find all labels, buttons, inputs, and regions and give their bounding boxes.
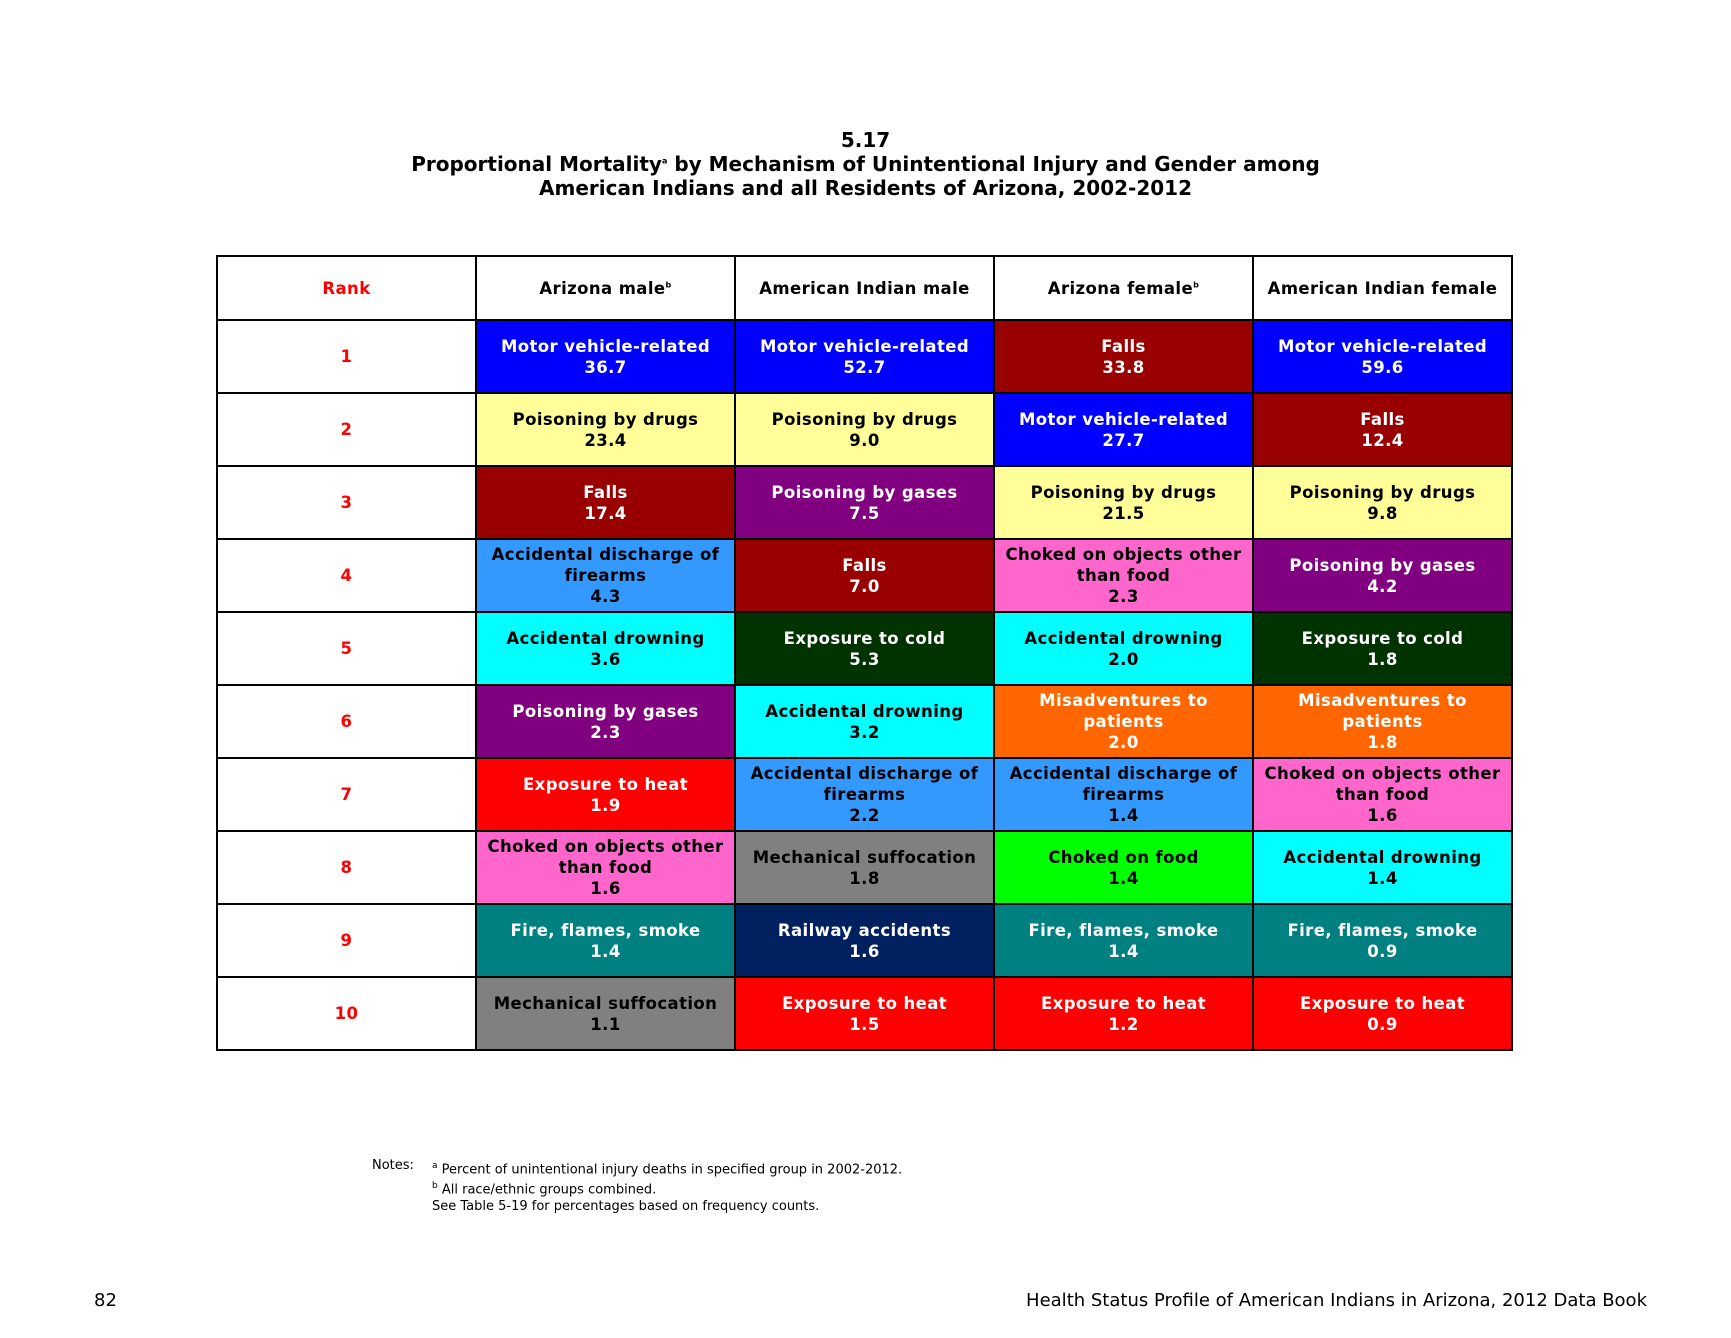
footnote-marker-a: a [661, 156, 668, 166]
injury-mechanism-label: Exposure to cold [1301, 628, 1464, 648]
rank-cell: 2 [217, 393, 476, 466]
proportional-mortality-value: 1.8 [1367, 649, 1398, 669]
injury-mechanism-label: Poisoning by drugs [1030, 482, 1217, 502]
injury-cell [994, 831, 1253, 904]
injury-mechanism-label: Accidental drowning [506, 628, 705, 648]
proportional-mortality-value: 36.7 [584, 357, 627, 377]
table-title [0, 128, 1731, 200]
injury-cell [476, 320, 735, 393]
table-row [217, 977, 1512, 1050]
injury-cell [994, 320, 1253, 393]
proportional-mortality-value: 1.6 [1367, 806, 1398, 825]
header-row [217, 256, 1512, 320]
proportional-mortality-value: 33.8 [1102, 357, 1145, 377]
injury-cell [1253, 758, 1512, 831]
rank-cell: 9 [217, 904, 476, 977]
note-b-marker: b [432, 1181, 438, 1192]
note-a [432, 1158, 902, 1178]
note-b-text: All race/ethnic groups combined. [437, 1182, 657, 1198]
injury-mechanism-label: Exposure to heat [522, 774, 689, 794]
book-title: Health Status Profile of American Indians in Arizona, 2012 Data Book [1026, 1290, 1647, 1311]
injury-mechanism-label: Motor vehicle-related [500, 336, 711, 356]
proportional-mortality-value: 1.1 [590, 1014, 621, 1034]
injury-cell [994, 393, 1253, 466]
injury-cell [735, 393, 994, 466]
proportional-mortality-value: 4.3 [590, 587, 621, 606]
proportional-mortality-value: 1.4 [1108, 806, 1139, 825]
ranking-table [216, 255, 1513, 1051]
injury-mechanism-label: Misadventures to patients [1039, 691, 1208, 731]
proportional-mortality-value: 1.4 [1367, 868, 1398, 888]
injury-cell [476, 466, 735, 539]
injury-mechanism-label: Fire, flames, smoke [1287, 920, 1478, 940]
injury-cell [994, 977, 1253, 1050]
injury-mechanism-label: Accidental drowning [765, 701, 964, 721]
injury-cell [1253, 685, 1512, 758]
proportional-mortality-value: 3.6 [590, 649, 621, 669]
rank-header: Rank [217, 256, 476, 320]
injury-mechanism-label: Exposure to heat [1040, 993, 1207, 1013]
injury-mechanism-label: Misadventures to patients [1298, 691, 1467, 731]
injury-mechanism-label: Falls [1101, 336, 1146, 356]
injury-cell [735, 612, 994, 685]
injury-cell [1253, 831, 1512, 904]
proportional-mortality-value: 12.4 [1361, 430, 1404, 450]
table-row [217, 539, 1512, 612]
arizona-male-header [476, 256, 735, 320]
injury-mechanism-label: Exposure to heat [1299, 993, 1466, 1013]
injury-mechanism-label: Poisoning by drugs [1289, 482, 1476, 502]
injury-mechanism-label: Falls [583, 482, 628, 502]
arizona-female-header [994, 256, 1253, 320]
proportional-mortality-value: 7.5 [849, 503, 880, 523]
injury-cell [1253, 977, 1512, 1050]
proportional-mortality-value: 2.0 [1108, 733, 1139, 752]
injury-cell [1253, 612, 1512, 685]
title-line-2 [0, 152, 1731, 176]
proportional-mortality-value: 1.4 [1108, 868, 1139, 888]
proportional-mortality-value: 21.5 [1102, 503, 1145, 523]
injury-cell [735, 685, 994, 758]
american-indian-male-header: American Indian male [735, 256, 994, 320]
injury-mechanism-label: Mechanical suffocation [493, 993, 718, 1013]
injury-cell [476, 831, 735, 904]
injury-mechanism-label: Motor vehicle-related [1277, 336, 1488, 356]
proportional-mortality-value: 4.2 [1367, 576, 1398, 596]
title-line-2-b: by Mechanism of Unintentional Injury and Gender among [667, 152, 1320, 176]
injury-mechanism-label: Poisoning by drugs [512, 409, 699, 429]
proportional-mortality-value: 1.6 [849, 941, 880, 961]
injury-mechanism-label: Falls [1360, 409, 1405, 429]
rank-cell: 5 [217, 612, 476, 685]
injury-cell [735, 977, 994, 1050]
injury-mechanism-label: Choked on objects other than food [1264, 764, 1501, 804]
injury-cell [735, 904, 994, 977]
note-b [432, 1178, 902, 1198]
proportional-mortality-value: 9.0 [849, 430, 880, 450]
table-row [217, 758, 1512, 831]
injury-cell [994, 758, 1253, 831]
injury-cell [994, 685, 1253, 758]
proportional-mortality-value: 3.2 [849, 722, 880, 742]
title-line-3: American Indians and all Residents of Arizona, 2002-2012 [539, 176, 1192, 200]
arizona-male-header-label: Arizona male [539, 278, 666, 298]
injury-mechanism-label: Exposure to cold [783, 628, 946, 648]
proportional-mortality-value: 1.9 [590, 795, 621, 815]
injury-mechanism-label: Poisoning by gases [1289, 555, 1476, 575]
injury-mechanism-label: Falls [842, 555, 887, 575]
proportional-mortality-value: 7.0 [849, 576, 880, 596]
table-row [217, 466, 1512, 539]
injury-mechanism-label: Poisoning by gases [771, 482, 958, 502]
proportional-mortality-value: 0.9 [1367, 941, 1398, 961]
injury-mechanism-label: Accidental drowning [1024, 628, 1223, 648]
proportional-mortality-value: 23.4 [584, 430, 627, 450]
proportional-mortality-value: 1.4 [590, 941, 621, 961]
injury-cell [476, 685, 735, 758]
injury-mechanism-label: Motor vehicle-related [1018, 409, 1229, 429]
injury-mechanism-label: Poisoning by gases [512, 701, 699, 721]
injury-mechanism-label: Railway accidents [777, 920, 952, 940]
proportional-mortality-value: 1.2 [1108, 1014, 1139, 1034]
injury-cell [1253, 393, 1512, 466]
table-row [217, 685, 1512, 758]
injury-cell [994, 904, 1253, 977]
injury-cell [476, 612, 735, 685]
injury-cell [1253, 466, 1512, 539]
table-row [217, 320, 1512, 393]
proportional-mortality-value: 5.3 [849, 649, 880, 669]
proportional-mortality-value: 1.5 [849, 1014, 880, 1034]
rank-cell: 3 [217, 466, 476, 539]
proportional-mortality-value: 27.7 [1102, 430, 1145, 450]
injury-mechanism-label: Accidental discharge of firearms [1009, 764, 1238, 804]
proportional-mortality-value: 2.3 [590, 722, 621, 742]
proportional-mortality-value: 1.8 [849, 868, 880, 888]
proportional-mortality-value: 2.0 [1108, 649, 1139, 669]
table-row [217, 393, 1512, 466]
injury-cell [735, 539, 994, 612]
rank-cell: 10 [217, 977, 476, 1050]
rank-cell: 8 [217, 831, 476, 904]
note-a-marker: a [432, 1161, 438, 1171]
proportional-mortality-value: 1.4 [1108, 941, 1139, 961]
notes-lines [432, 1158, 902, 1215]
table-row [217, 612, 1512, 685]
proportional-mortality-value: 0.9 [1367, 1014, 1398, 1034]
proportional-mortality-value: 17.4 [584, 503, 627, 523]
injury-cell [1253, 904, 1512, 977]
rank-cell: 4 [217, 539, 476, 612]
injury-mechanism-label: Fire, flames, smoke [1028, 920, 1219, 940]
injury-cell [476, 758, 735, 831]
proportional-mortality-value: 1.6 [590, 879, 621, 898]
injury-cell [735, 758, 994, 831]
injury-cell [476, 904, 735, 977]
table-body [217, 320, 1512, 1050]
table-number: 5.17 [840, 128, 891, 152]
note-c: See Table 5-19 for percentages based on frequency counts. [432, 1198, 820, 1214]
proportional-mortality-value: 59.6 [1361, 357, 1404, 377]
injury-cell [476, 539, 735, 612]
table-row [217, 831, 1512, 904]
footnote-marker-b: b [665, 280, 672, 289]
injury-mechanism-label: Accidental discharge of firearms [750, 764, 979, 804]
injury-cell [476, 977, 735, 1050]
page-number: 82 [94, 1290, 117, 1311]
table-row [217, 904, 1512, 977]
injury-cell [994, 539, 1253, 612]
proportional-mortality-value: 9.8 [1367, 503, 1398, 523]
injury-mechanism-label: Exposure to heat [781, 993, 948, 1013]
injury-mechanism-label: Mechanical suffocation [752, 847, 977, 867]
proportional-mortality-value: 2.2 [849, 806, 880, 825]
note-a-text: Percent of unintentional injury deaths in specified group in 2002-2012. [437, 1162, 903, 1178]
injury-mechanism-label: Fire, flames, smoke [510, 920, 701, 940]
title-line-2-a: Proportional Mortality [411, 152, 662, 176]
american-indian-female-header: American Indian female [1253, 256, 1512, 320]
injury-mechanism-label: Choked on objects other than food [1005, 545, 1242, 585]
notes-label: Notes: [372, 1158, 414, 1173]
injury-cell [735, 320, 994, 393]
injury-mechanism-label: Accidental discharge of firearms [491, 545, 720, 585]
proportional-mortality-value: 52.7 [843, 357, 886, 377]
injury-cell [994, 612, 1253, 685]
injury-mechanism-label: Choked on food [1048, 847, 1199, 867]
injury-cell [1253, 320, 1512, 393]
injury-cell [735, 466, 994, 539]
rank-cell: 1 [217, 320, 476, 393]
injury-mechanism-label: Motor vehicle-related [759, 336, 970, 356]
injury-cell [476, 393, 735, 466]
injury-mechanism-label: Choked on objects other than food [487, 837, 724, 877]
injury-mechanism-label: Accidental drowning [1283, 847, 1482, 867]
arizona-female-header-label: Arizona female [1047, 278, 1194, 298]
footnote-marker-b: b [1193, 280, 1200, 289]
rank-cell: 6 [217, 685, 476, 758]
proportional-mortality-value: 2.3 [1108, 587, 1139, 606]
injury-cell [994, 466, 1253, 539]
injury-cell [1253, 539, 1512, 612]
proportional-mortality-value: 1.8 [1367, 733, 1398, 752]
rank-cell: 7 [217, 758, 476, 831]
injury-cell [735, 831, 994, 904]
injury-mechanism-label: Poisoning by drugs [771, 409, 958, 429]
